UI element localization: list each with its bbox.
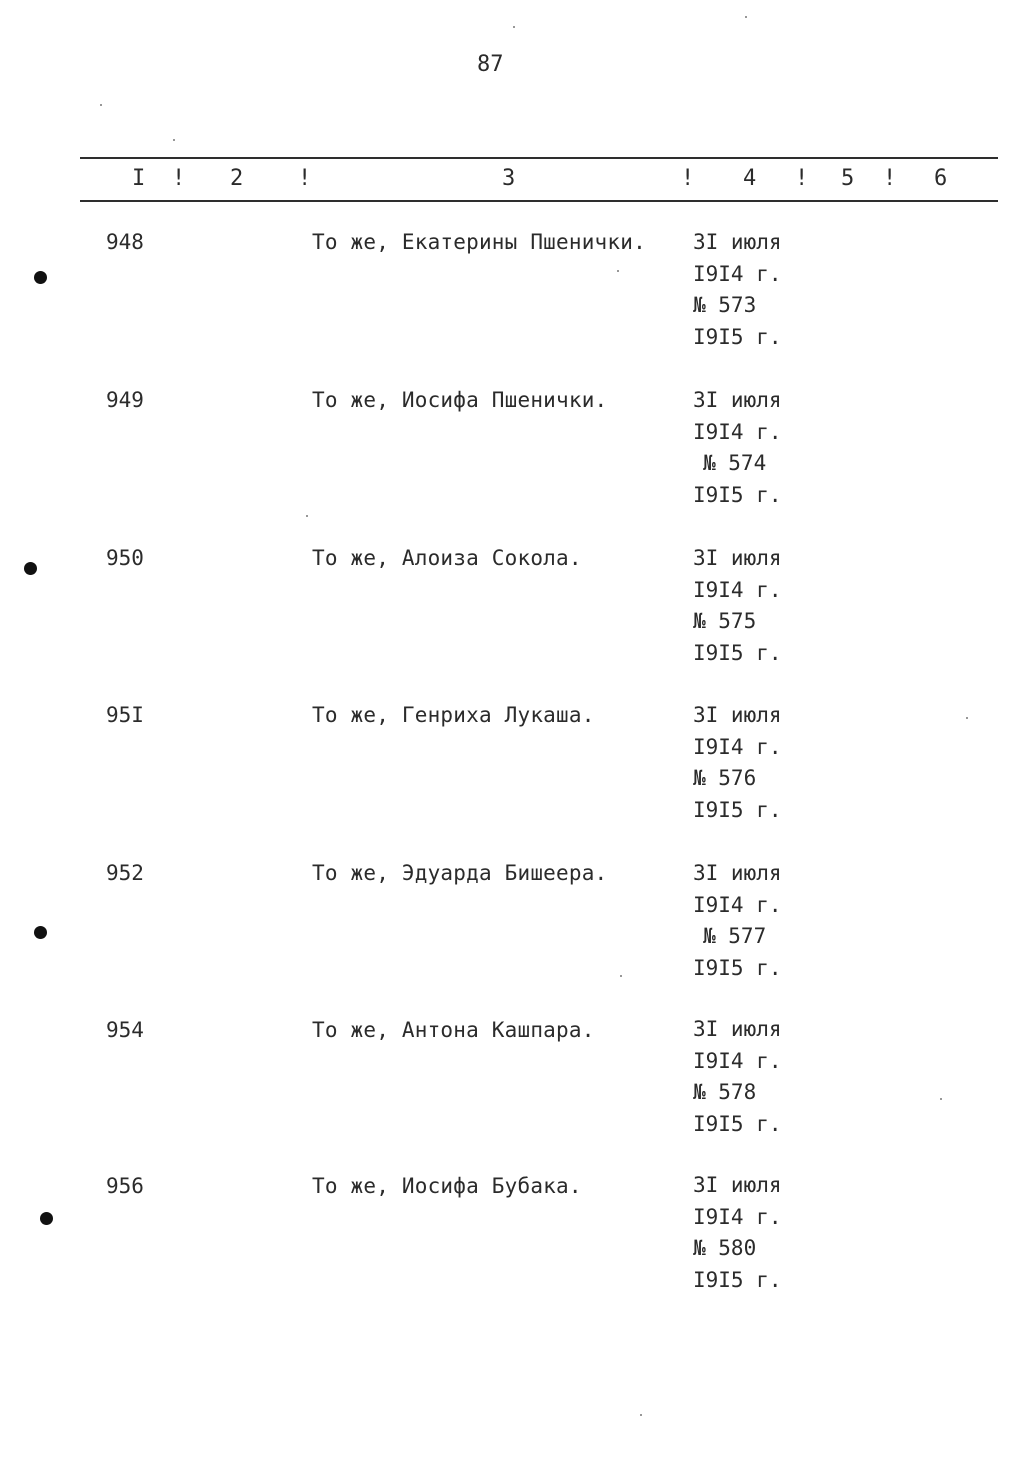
column-header-1: I	[132, 166, 146, 191]
row-number: 948	[106, 230, 144, 254]
punch-hole	[34, 926, 47, 939]
date-line: 3I июля	[693, 230, 782, 254]
row-date	[693, 385, 782, 511]
column-separator: !	[883, 166, 897, 191]
document-number: № 577	[703, 924, 767, 948]
row-date	[693, 543, 782, 669]
scan-speck	[100, 104, 102, 106]
scan-speck	[617, 270, 619, 272]
table-top-rule	[80, 157, 998, 159]
row-description: То же, Антона Кашпара.	[312, 1018, 595, 1042]
row-number: 95I	[106, 703, 144, 727]
date-year: I9I4 г.	[693, 261, 782, 286]
document-year: I9I5 г.	[693, 955, 782, 980]
row-number: 952	[106, 861, 144, 885]
row-number: 956	[106, 1174, 144, 1198]
document-year: I9I5 г.	[693, 640, 782, 665]
scan-speck	[940, 1098, 942, 1100]
date-line: 3I июля	[693, 388, 782, 412]
page-number: 87	[477, 52, 504, 77]
scan-speck	[513, 26, 515, 28]
date-line: 3I июля	[693, 1173, 782, 1197]
document-number: № 573	[693, 293, 757, 317]
document-number: № 575	[693, 609, 757, 633]
row-number: 949	[106, 388, 144, 412]
date-line: 3I июля	[693, 1017, 782, 1041]
document-number: № 574	[703, 451, 767, 475]
document-year: I9I5 г.	[693, 324, 782, 349]
row-date	[693, 1170, 782, 1296]
date-year: I9I4 г.	[693, 419, 782, 444]
document-year: I9I5 г.	[693, 1267, 782, 1292]
column-separator: !	[172, 166, 186, 191]
document-number: № 580	[693, 1236, 757, 1260]
date-year: I9I4 г.	[693, 892, 782, 917]
row-number: 950	[106, 546, 144, 570]
column-header-2: 2	[230, 166, 244, 191]
table-header-rule	[80, 200, 998, 202]
row-description: То же, Иосифа Бубака.	[312, 1174, 582, 1198]
row-number: 954	[106, 1018, 144, 1042]
document-number: № 576	[693, 766, 757, 790]
row-description: То же, Иосифа Пшенички.	[312, 388, 608, 412]
row-description: То же, Алоиза Сокола.	[312, 546, 582, 570]
scan-speck	[640, 1414, 642, 1416]
column-header-5: 5	[841, 166, 855, 191]
row-description: То же, Эдуарда Бишеера.	[312, 861, 608, 885]
row-description: То же, Екатерины Пшенички.	[312, 230, 646, 254]
punch-hole	[34, 271, 47, 284]
date-year: I9I4 г.	[693, 734, 782, 759]
document-year: I9I5 г.	[693, 797, 782, 822]
date-year: I9I4 г.	[693, 577, 782, 602]
row-description: То же, Генриха Лукаша.	[312, 703, 595, 727]
row-date	[693, 858, 782, 984]
column-header-3: 3	[502, 166, 516, 191]
date-year: I9I4 г.	[693, 1204, 782, 1229]
punch-hole	[24, 562, 37, 575]
row-date	[693, 1014, 782, 1140]
scan-speck	[745, 16, 747, 18]
scan-speck	[620, 975, 622, 977]
row-date	[693, 700, 782, 826]
scan-speck	[306, 515, 308, 517]
column-separator: !	[298, 166, 312, 191]
document-year: I9I5 г.	[693, 1111, 782, 1136]
document-year: I9I5 г.	[693, 482, 782, 507]
scan-speck	[173, 139, 175, 141]
row-date	[693, 227, 782, 353]
column-separator: !	[795, 166, 809, 191]
punch-hole	[40, 1212, 53, 1225]
date-line: 3I июля	[693, 546, 782, 570]
scan-speck	[966, 717, 968, 719]
document-number: № 578	[693, 1080, 757, 1104]
column-header-6: 6	[934, 166, 948, 191]
column-header-4: 4	[743, 166, 757, 191]
date-line: 3I июля	[693, 703, 782, 727]
date-line: 3I июля	[693, 861, 782, 885]
column-separator: !	[681, 166, 695, 191]
date-year: I9I4 г.	[693, 1048, 782, 1073]
